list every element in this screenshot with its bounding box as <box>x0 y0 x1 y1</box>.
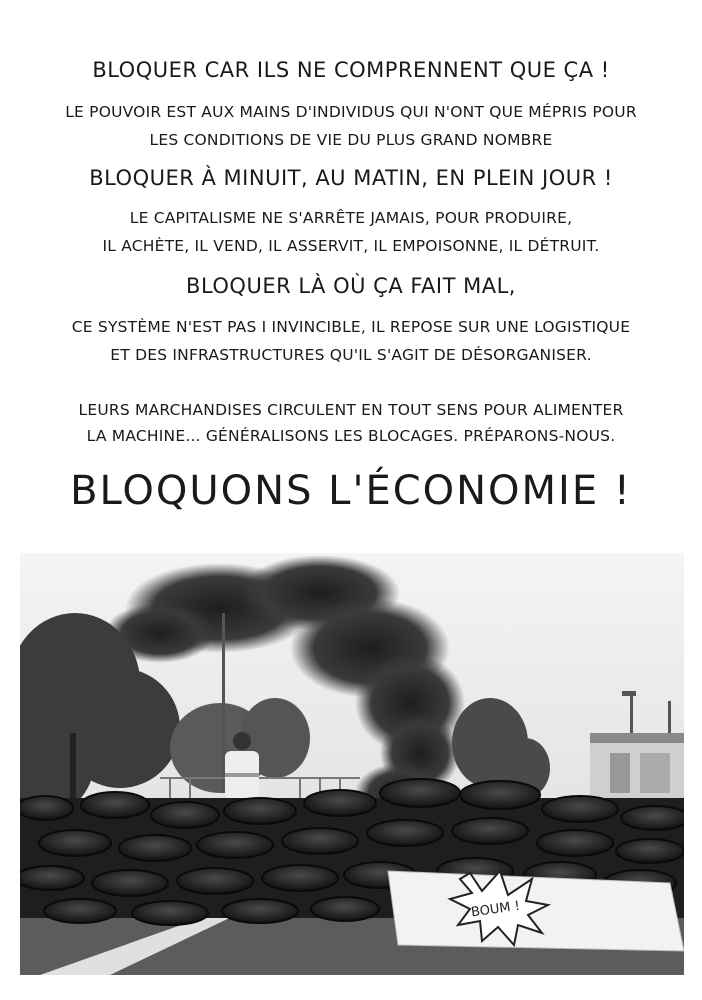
boum-text: BOUM ! <box>470 898 521 921</box>
paragraph-system-line-1: CE SYSTÈME N'EST PAS I INVINCIBLE, IL REPOSE SUR UNE LOGISTIQUE <box>71 318 631 336</box>
poster-title: BLOQUONS L'ÉCONOMIE ! <box>70 468 632 514</box>
heading-block-midnight: BLOQUER À MINUIT, AU MATIN, EN PLEIN JOUR ! <box>89 166 613 190</box>
paragraph-goods-line-2: LA MACHINE... GÉNÉRALISONS LES BLOCAGES. PRÉPARONS-NOUS. <box>86 427 616 445</box>
building <box>590 733 684 803</box>
paragraph-goods-line-1: LEURS MARCHANDISES CIRCULENT EN TOUT SENS POUR ALIMENTER <box>78 401 624 419</box>
barricade-photo <box>20 553 684 975</box>
lamp-post <box>222 613 225 793</box>
paragraph-capitalism-line-2: IL ACHÈTE, IL VEND, IL ASSERVIT, IL EMPOISONNE, IL DÉTRUIT. <box>102 237 600 255</box>
heading-block-where-it-hurts: BLOQUER LÀ OÙ ÇA FAIT MAL, <box>186 274 516 298</box>
boum-sign <box>388 871 684 951</box>
paragraph-system-line-2: ET DES INFRASTRUCTURES QU'IL S'AGIT DE DÉSORGANISER. <box>110 346 592 364</box>
heading-block-because: BLOQUER CAR ILS NE COMPRENNENT QUE ÇA ! <box>92 58 610 82</box>
paragraph-power-line-2: LES CONDITIONS DE VIE DU PLUS GRAND NOMBRE <box>149 131 553 149</box>
paragraph-capitalism-line-1: LE CAPITALISME NE S'ARRÊTE JAMAIS, POUR PRODUIRE, <box>129 209 573 227</box>
paragraph-power-line-1: LE POUVOIR EST AUX MAINS D'INDIVIDUS QUI N'ONT QUE MÉPRIS POUR <box>65 103 637 121</box>
